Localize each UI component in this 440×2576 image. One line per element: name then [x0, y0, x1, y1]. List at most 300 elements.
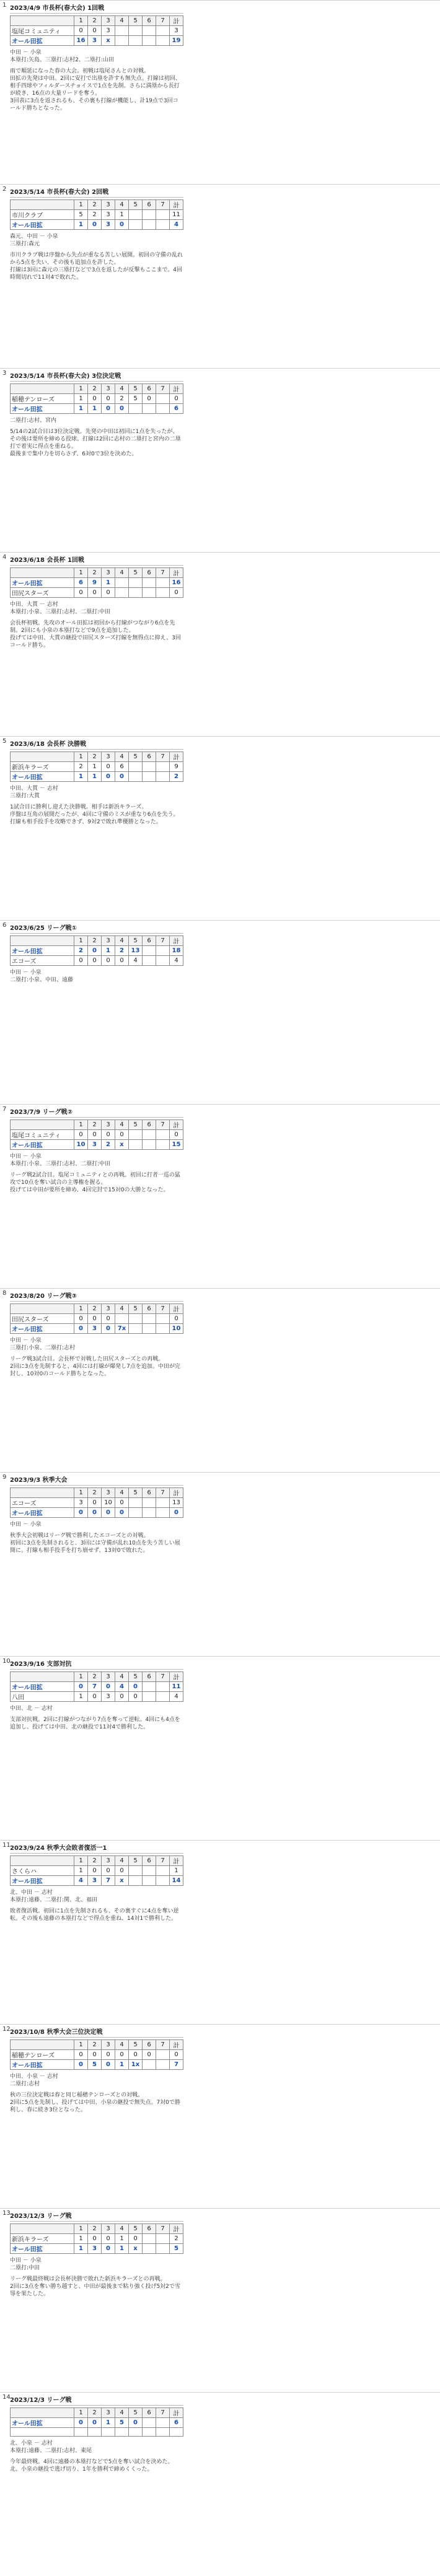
score-cell [115, 588, 129, 598]
game-summary: 市川クラブ戦は序盤から失点が重なる苦しい展開。初回の守備の乱れから5点を失い、その後も追加点を許した。 打線は3回に森元の三塁打などで3点を返したが反撃もここまで。4回時間切れで11対4で敗れた。 [10, 252, 183, 281]
game-title: 2023/9/3 秋季大会 [10, 1476, 183, 1486]
hits-line: 三塁打:大貫 [10, 793, 40, 799]
pitchers-line: 中田、大貫 － 志村 [10, 786, 58, 792]
inning-header-cell: 6 [143, 936, 156, 946]
scoreboard-header-row [11, 200, 183, 210]
game-summary: 秋季大会初戦はリーグ戦で勝利したエコーズとの対戦。 初回に3点を先制されると、3回には守備が乱れ10点を失う苦しい展開に。打線も相手投手を打ち崩せず、13対0で敗れた。 [10, 1533, 180, 1554]
score-cell [156, 404, 170, 414]
score-cell: 10 [170, 1324, 183, 1334]
score-cell [74, 2428, 88, 2437]
team-name-cell: オール田拡 [11, 1682, 74, 1692]
score-cell [156, 1324, 170, 1334]
inning-header-cell: 4 [115, 752, 129, 762]
score-cell: 0 [102, 956, 115, 966]
team-row [11, 1692, 183, 1702]
score-cell: 0 [129, 2418, 143, 2428]
team-row [11, 1498, 183, 1508]
inning-header-cell: 7 [156, 1672, 170, 1682]
pitchers-line: 中田 － 小泉 [10, 970, 42, 976]
score-cell: 0 [102, 1866, 115, 1876]
score-cell: 0 [170, 588, 183, 598]
inning-header-cell [11, 2040, 74, 2050]
inning-header-cell: 5 [129, 752, 143, 762]
inning-header-cell [11, 1856, 74, 1866]
score-cell: 0 [74, 1314, 88, 1324]
game-section [0, 2208, 440, 2392]
score-cell: 0 [74, 2418, 88, 2428]
score-cell: 0 [88, 1866, 102, 1876]
score-cell: 0 [74, 1324, 88, 1334]
game-panel [10, 188, 183, 281]
inning-header-cell: 計 [170, 200, 183, 210]
inning-header-cell: 1 [74, 2224, 88, 2234]
team-row [11, 1130, 183, 1140]
score-cell: 0 [115, 772, 129, 782]
team-row [11, 578, 183, 588]
score-cell: 1 [102, 946, 115, 956]
score-cell: 5 [170, 2244, 183, 2254]
score-cell: 1 [88, 772, 102, 782]
inning-header-cell: 7 [156, 1856, 170, 1866]
score-cell: 2 [74, 946, 88, 956]
score-cell: 0 [102, 2234, 115, 2244]
inning-header-cell: 7 [156, 384, 170, 394]
inning-header-cell: 5 [129, 1488, 143, 1498]
scoreboard-table [10, 2407, 183, 2437]
score-cell: 0 [74, 2050, 88, 2060]
score-cell [129, 36, 143, 46]
score-cell: 0 [74, 588, 88, 598]
score-cell [156, 1876, 170, 1886]
score-cell: 0 [102, 772, 115, 782]
scoreboard-table [10, 1855, 183, 1886]
score-cell [156, 220, 170, 230]
score-cell [143, 946, 156, 956]
score-cell [143, 1140, 156, 1150]
game-report [10, 2073, 183, 2114]
hits-line: 三塁打:小泉、二塁打:志村 [10, 1345, 76, 1351]
score-cell: 0 [129, 1682, 143, 1692]
score-cell [143, 1314, 156, 1324]
inning-header-cell: 5 [129, 200, 143, 210]
inning-header-cell [11, 568, 74, 578]
score-cell [115, 578, 129, 588]
inning-header-cell: 4 [115, 1856, 129, 1866]
score-cell: 0 [115, 1508, 129, 1518]
score-cell [156, 1498, 170, 1508]
score-cell: 3 [74, 1498, 88, 1508]
score-cell: 0 [115, 220, 129, 230]
game-report [10, 1705, 183, 1731]
scoreboard-header-row [11, 752, 183, 762]
team-row [11, 2418, 183, 2428]
team-row [11, 2428, 183, 2437]
score-cell [143, 210, 156, 220]
team-name-cell: 田尻スターズ [11, 1314, 74, 1324]
score-cell [115, 26, 129, 36]
score-cell: 1 [74, 220, 88, 230]
inning-header-cell: 5 [129, 384, 143, 394]
score-cell [156, 2418, 170, 2428]
score-cell: 0 [74, 1508, 88, 1518]
score-cell: 4 [170, 956, 183, 966]
score-cell [143, 26, 156, 36]
score-cell [143, 2418, 156, 2428]
game-summary: 敗者復活戦。初回に1点を先制されるも、その裏すぐに4点を奪い逆転。その後も遠藤の本塁打などで得点を重ね、14対1で勝利した。 [10, 1908, 179, 1922]
inning-header-cell: 4 [115, 936, 129, 946]
score-cell [143, 2244, 156, 2254]
inning-header-cell: 5 [129, 1672, 143, 1682]
inning-header-cell: 計 [170, 2040, 183, 2050]
inning-header-cell: 7 [156, 2040, 170, 2050]
score-cell [143, 220, 156, 230]
score-cell [143, 1876, 156, 1886]
inning-header-cell [11, 200, 74, 210]
score-cell: 13 [170, 1498, 183, 1508]
score-cell [156, 1682, 170, 1692]
game-number: 9 [2, 1474, 7, 1481]
score-cell [156, 2060, 170, 2070]
score-cell: 0 [170, 2050, 183, 2060]
pitchers-line: 中田 － 小泉 [10, 1338, 42, 1344]
inning-header-cell: 2 [88, 1120, 102, 1130]
team-name-cell: オール田拡 [11, 946, 74, 956]
score-cell [143, 2060, 156, 2070]
inning-header-cell: 計 [170, 2224, 183, 2234]
score-cell: 1 [74, 2244, 88, 2254]
hits-line: 本塁打:小泉、三塁打:志村、二塁打:中田 [10, 1161, 111, 1167]
game-section [0, 184, 440, 368]
score-cell: 0 [115, 404, 129, 414]
score-cell: 1 [74, 1692, 88, 1702]
score-cell: 2 [74, 762, 88, 772]
game-title: 2023/5/14 市長杯(春大会) 3位決定戦 [10, 372, 183, 382]
score-cell: 0 [115, 1692, 129, 1702]
team-name-cell: オール田拡 [11, 2244, 74, 2254]
score-cell: 1 [115, 2060, 129, 2070]
inning-header-cell: 4 [115, 1120, 129, 1130]
score-cell: 1 [74, 1866, 88, 1876]
score-cell: 1 [102, 578, 115, 588]
game-section [0, 920, 440, 1104]
game-summary: リーグ戦2試合目。塩尾コミュニティとの再戦。初回に打者一巡の猛攻で10点を奪い試合の主導権を握る。 投げては中田が要所を締め、4回完封で15対0の大勝となった。 [10, 1172, 180, 1193]
inning-header-cell [11, 936, 74, 946]
team-name-cell: オール田拡 [11, 220, 74, 230]
inning-header-cell: 1 [74, 16, 88, 26]
score-cell [129, 220, 143, 230]
score-cell: 18 [170, 946, 183, 956]
score-cell [129, 1314, 143, 1324]
inning-header-cell: 1 [74, 1304, 88, 1314]
score-cell: x [102, 36, 115, 46]
inning-header-cell [11, 1120, 74, 1130]
game-panel [10, 1108, 183, 1194]
hits-line: 本塁打:遠藤、二塁打:志村、東尾 [10, 2448, 92, 2454]
game-title: 2023/10/8 秋季大会三位決定戦 [10, 2028, 183, 2038]
team-row [11, 1140, 183, 1150]
score-cell: 0 [102, 588, 115, 598]
game-number: 5 [2, 738, 7, 745]
scoreboard-table [10, 1303, 183, 1334]
score-cell [143, 588, 156, 598]
game-report [10, 417, 183, 458]
score-cell [102, 2428, 115, 2437]
score-cell [143, 2234, 156, 2244]
scoreboard-header-row [11, 936, 183, 946]
score-cell: 3 [88, 1140, 102, 1150]
score-cell: 1 [74, 394, 88, 404]
game-summary: 5/14の2試合目は3位決定戦。先発の中田は初回に1点を失ったが、その後は要所を締める投球。打線は2回に志村の二塁打と宮内の二塁打で着実に得点を重ねる。 最後まで集中力を切らさず、6対0で3位を決めた。 [10, 429, 181, 457]
score-cell: 0 [170, 1508, 183, 1518]
score-cell [156, 1692, 170, 1702]
inning-header-cell: 2 [88, 200, 102, 210]
inning-header-cell: 計 [170, 1488, 183, 1498]
score-cell: 3 [88, 1876, 102, 1886]
inning-header-cell: 7 [156, 936, 170, 946]
score-cell: 2 [102, 1140, 115, 1150]
scoreboard-header-row [11, 1672, 183, 1682]
score-cell: 2 [88, 210, 102, 220]
score-cell [143, 762, 156, 772]
score-cell [156, 2428, 170, 2437]
team-row [11, 1324, 183, 1334]
score-cell: 4 [170, 220, 183, 230]
inning-header-cell: 6 [143, 568, 156, 578]
inning-header-cell: 3 [102, 200, 115, 210]
game-summary: 今年最終戦。4回に遠藤の本塁打などで5点を奪い試合を決めた。 北、小泉の継投で逃げ切り、1年を勝利で締めくくった。 [10, 2459, 174, 2473]
inning-header-cell: 2 [88, 2040, 102, 2050]
inning-header-cell: 7 [156, 2224, 170, 2234]
hits-line: 本塁打:小泉、三塁打:志村、二塁打:中田 [10, 609, 111, 615]
inning-header-cell: 4 [115, 200, 129, 210]
score-cell: 0 [88, 26, 102, 36]
score-cell [115, 2428, 129, 2437]
inning-header-cell: 6 [143, 2408, 156, 2418]
score-cell: 0 [88, 1508, 102, 1518]
inning-header-cell: 6 [143, 1856, 156, 1866]
team-row [11, 956, 183, 966]
score-cell: 5 [88, 2060, 102, 2070]
score-cell [156, 588, 170, 598]
game-summary: 秋の三位決定戦は春と同じ稲穂テンローズとの対戦。 2回に5点を先制し、投げては中田、小泉の継投で無失点。7対0で勝利し、春に続き3位となった。 [10, 2092, 180, 2113]
inning-header-cell: 計 [170, 2408, 183, 2418]
inning-header-cell: 計 [170, 1304, 183, 1314]
score-cell: 0 [170, 1130, 183, 1140]
score-cell: 5 [129, 394, 143, 404]
team-name-cell: エコーズ [11, 956, 74, 966]
inning-header-cell: 計 [170, 1672, 183, 1682]
game-section [0, 1840, 440, 2024]
score-cell: 3 [102, 220, 115, 230]
score-cell [156, 1314, 170, 1324]
score-cell: x [115, 1140, 129, 1150]
scoreboard-header-row [11, 2040, 183, 2050]
inning-header-cell [11, 384, 74, 394]
team-name-cell [11, 2428, 74, 2437]
inning-header-cell: 5 [129, 1120, 143, 1130]
game-panel [10, 372, 183, 458]
score-cell: 1 [74, 404, 88, 414]
game-panel [10, 740, 183, 826]
score-cell: 0 [129, 2050, 143, 2060]
score-cell: 6 [170, 2418, 183, 2428]
score-cell: 6 [170, 404, 183, 414]
score-cell: 2 [115, 394, 129, 404]
score-cell: 0 [102, 1314, 115, 1324]
score-cell [129, 1876, 143, 1886]
inning-header-cell: 3 [102, 936, 115, 946]
scoreboard-table [10, 383, 183, 414]
inning-header-cell: 1 [74, 936, 88, 946]
inning-header-cell: 計 [170, 568, 183, 578]
inning-header-cell: 5 [129, 936, 143, 946]
game-number: 7 [2, 1106, 7, 1113]
score-cell [129, 1866, 143, 1876]
pitchers-line: 北、小泉 － 志村 [10, 2440, 53, 2447]
inning-header-cell: 3 [102, 2040, 115, 2050]
scoreboard-header-row [11, 1304, 183, 1314]
inning-header-cell: 3 [102, 752, 115, 762]
inning-header-cell: 7 [156, 2408, 170, 2418]
team-row [11, 394, 183, 404]
game-panel [10, 1844, 183, 1922]
game-title: 2023/5/14 市長杯(春大会) 2回戦 [10, 188, 183, 198]
inning-header-cell: 6 [143, 384, 156, 394]
team-row [11, 946, 183, 956]
inning-header-cell: 3 [102, 2408, 115, 2418]
score-cell: 11 [170, 210, 183, 220]
pitchers-line: 中田 － 小泉 [10, 1154, 42, 1160]
score-cell: 0 [102, 1508, 115, 1518]
score-cell: 0 [88, 1130, 102, 1140]
pitchers-line: 中田 － 小泉 [10, 1522, 42, 1528]
score-cell: 2 [170, 2234, 183, 2244]
inning-header-cell [11, 1672, 74, 1682]
score-cell: 0 [88, 2234, 102, 2244]
score-cell: 6 [74, 578, 88, 588]
scoreboard-header-row [11, 2224, 183, 2234]
score-cell: 16 [74, 36, 88, 46]
score-cell: 4 [129, 956, 143, 966]
score-cell: 1 [115, 210, 129, 220]
inning-header-cell: 4 [115, 1488, 129, 1498]
score-cell [156, 772, 170, 782]
score-cell: 0 [88, 1692, 102, 1702]
inning-header-cell: 2 [88, 1672, 102, 1682]
team-name-cell: 田尻スターズ [11, 588, 74, 598]
team-name-cell: オール田拡 [11, 2418, 74, 2428]
score-cell: 0 [88, 2418, 102, 2428]
inning-header-cell: 3 [102, 1120, 115, 1130]
game-title: 2023/7/9 リーグ戦② [10, 1108, 183, 1118]
score-cell: 0 [88, 1498, 102, 1508]
team-row [11, 2060, 183, 2070]
inning-header-cell: 2 [88, 568, 102, 578]
inning-header-cell: 6 [143, 2040, 156, 2050]
game-title: 2023/6/18 会長杯 1回戦 [10, 556, 183, 566]
team-row [11, 762, 183, 772]
inning-header-cell: 6 [143, 1488, 156, 1498]
score-cell [115, 1314, 129, 1324]
inning-header-cell: 2 [88, 936, 102, 946]
inning-header-cell: 4 [115, 384, 129, 394]
score-cell [115, 36, 129, 46]
inning-header-cell: 3 [102, 16, 115, 26]
team-row [11, 2244, 183, 2254]
game-title: 2023/12/3 リーグ戦 [10, 2212, 183, 2222]
inning-header-cell [11, 1304, 74, 1314]
game-summary: 1試合目に勝利し迎えた決勝戦。相手は新浜キラーズ。 序盤は互角の展開だったが、4回に守備のミスが重なり6点を失う。打線も相手投手を攻略できず、9対2で敗れ準優勝となった。 [10, 804, 179, 825]
inning-header-cell: 計 [170, 16, 183, 26]
inning-header-cell [11, 2408, 74, 2418]
inning-header-cell: 5 [129, 2224, 143, 2234]
score-cell: 10 [102, 1498, 115, 1508]
inning-header-cell: 4 [115, 1304, 129, 1314]
game-panel [10, 1476, 183, 1554]
inning-header-cell: 3 [102, 384, 115, 394]
score-cell: 16 [170, 578, 183, 588]
score-cell: 0 [102, 394, 115, 404]
inning-header-cell: 2 [88, 1856, 102, 1866]
scoreboard-table [10, 751, 183, 782]
score-cell: 4 [115, 1682, 129, 1692]
game-section [0, 736, 440, 920]
score-cell: 7 [88, 1682, 102, 1692]
score-cell [143, 578, 156, 588]
score-cell [143, 2428, 156, 2437]
score-cell: 4 [170, 1692, 183, 1702]
scoreboard-table [10, 567, 183, 598]
pitchers-line: 北、中田 － 志村 [10, 1890, 53, 1896]
score-cell [143, 1324, 156, 1334]
inning-header-cell: 5 [129, 16, 143, 26]
inning-header-cell: 1 [74, 1488, 88, 1498]
game-report [10, 1521, 183, 1554]
inning-header-cell: 4 [115, 16, 129, 26]
scoreboard-table [10, 1671, 183, 1702]
inning-header-cell: 3 [102, 2224, 115, 2234]
score-cell [156, 210, 170, 220]
inning-header-cell: 2 [88, 1488, 102, 1498]
score-cell [143, 1692, 156, 1702]
inning-header-cell: 4 [115, 2224, 129, 2234]
game-report [10, 1337, 183, 1378]
team-name-cell: オール田拡 [11, 772, 74, 782]
game-section [0, 552, 440, 736]
scoreboard-header-row [11, 384, 183, 394]
game-number: 2 [2, 186, 7, 193]
score-cell: 5 [74, 210, 88, 220]
score-cell [143, 36, 156, 46]
score-cell [88, 2428, 102, 2437]
score-cell: 0 [88, 1314, 102, 1324]
score-cell: 0 [143, 2050, 156, 2060]
score-cell: 0 [88, 394, 102, 404]
score-cell [143, 1682, 156, 1692]
inning-header-cell: 5 [129, 1304, 143, 1314]
score-cell: 0 [74, 1682, 88, 1692]
score-cell: 1 [170, 1866, 183, 1876]
inning-header-cell: 5 [129, 568, 143, 578]
game-report [10, 233, 183, 281]
pitchers-line: 中田 － 小泉 [10, 50, 42, 56]
inning-header-cell: 4 [115, 568, 129, 578]
game-section [0, 368, 440, 552]
score-cell [156, 2050, 170, 2060]
scoreboard-header-row [11, 1120, 183, 1130]
team-row [11, 1508, 183, 1518]
score-cell: 6 [115, 762, 129, 772]
